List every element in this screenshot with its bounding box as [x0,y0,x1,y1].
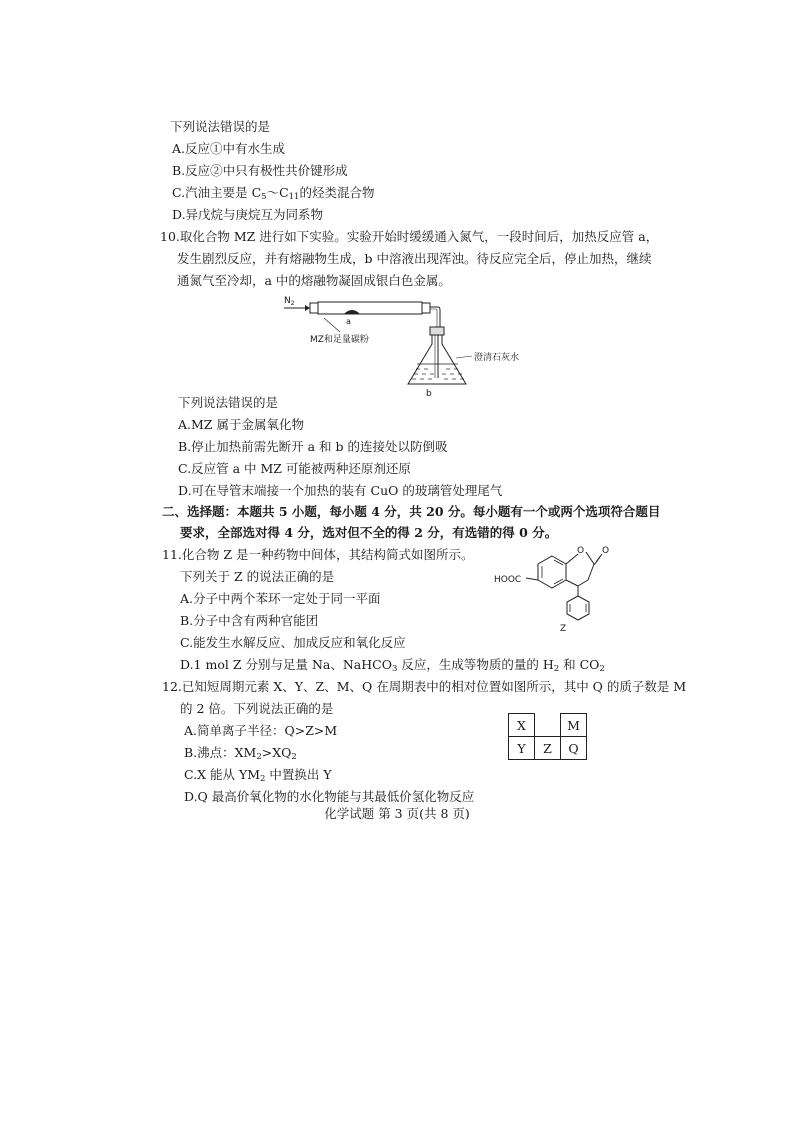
cell-m: M [561,714,587,737]
periodic-table-fragment [508,713,587,760]
left-stopper [310,303,318,313]
q10-question: 下列说法错误的是 [178,395,279,410]
q10-stem-line3: 通氮气至冷却，a 中的熔融物凝固成银白色金属。 [177,273,451,288]
mz-carbon-powder [344,310,360,314]
q12-stem-line2: 的 2 倍。下列说法正确的是 [180,701,334,716]
cell-q: Q [561,737,587,760]
cell-y: Y [509,737,535,760]
flask-stopper [430,327,444,335]
section2-heading-line2: 要求，全部选对得 4 分，选对但不全的得 2 分，有选错的得 0 分。 [180,525,558,540]
section2-heading-line1: 二、选择题：本题共 5 小题，每小题 4 分，共 20 分。每小题有一个或两个选项符合题目 [162,504,661,519]
q11-question: 下列关于 Z 的说法正确的是 [180,569,335,584]
label-mz: MZ和足量碳粉 [310,335,369,345]
apparatus-diagram [280,292,520,400]
mz-pointer-line [324,318,340,332]
compound-z-structure [490,540,630,632]
q9-stem: 下列说法错误的是 [170,119,271,134]
q9-option-a: A.反应①中有水生成 [172,141,286,156]
connecting-tube [430,307,440,327]
q11-option-c: C.能发生水解反应、加成反应和氧化反应 [180,635,406,650]
n2-label: $N_2$ [284,296,295,307]
q9-option-d: D.异戊烷与庚烷互为同系物 [172,207,324,222]
carboxyl-group: HOOC [494,575,522,585]
reaction-tube-a [318,302,422,314]
limewater-pointer [456,356,472,358]
q11-option-a: A.分子中两个苯环一定处于同一平面 [180,591,381,606]
cell-z: Z [535,737,561,760]
q9-option-c: C.汽油主要是 $C_5\sim C_{11}$的烃类混合物 [172,185,375,202]
cell-x: X [509,714,535,737]
q11-option-d: D.1 mol Z 分别与足量 Na、NaHCO$_3$ 反应，生成等物质的量的 $H_2$ 和 $CO_2$ [180,657,605,674]
right-stopper [422,303,430,313]
label-b: b [426,389,432,399]
q11-stem: 11.化合物 Z 是一种药物中间体，其结构简式如图所示。 [162,547,474,562]
n2-arrow-icon [305,305,310,311]
ring-oxygen: O [577,546,585,556]
page-footer: 化学试题 第 3 页(共 8 页) [324,806,470,821]
q12-option-c: C.X 能从 $YM_2$ 中置换出 Y [184,767,332,784]
carbonyl-oxygen: O [602,546,610,556]
q12-option-a: A.简单离子半径：Q>Z>M [184,723,338,738]
q10-stem-line2: 发生剧烈反应，并有熔融物生成，b 中溶液出现浑浊。待反应完全后，停止加热，继续 [177,251,652,266]
q12-stem-line1: 12.已知短周期元素 X、Y、Z、M、Q 在周期表中的相对位置如图所示，其中 Q 的质子数是 M [162,679,687,694]
q9-option-b: B.反应②中只有极性共价键形成 [172,163,348,178]
q10-stem-line1: 10.取化合物 MZ 进行如下实验。实验开始时缓缓通入氮气，一段时间后，加热反应管 a， [160,229,659,244]
label-limewater: 澄清石灰水 [474,353,520,363]
q10-option-d: D.可在导管末端接一个加热的装有 CuO 的玻璃管处理尾气 [178,483,503,498]
q10-option-a: A.MZ 属于金属氧化物 [178,417,304,432]
cell-empty [535,714,561,737]
conical-flask-b [408,335,466,384]
q10-option-c: C.反应管 a 中 MZ 可能被两种还原剂还原 [178,461,411,476]
compound-label-z: Z [560,624,567,632]
label-a: a [346,317,351,326]
q10-option-b: B.停止加热前需先断开 a 和 b 的连接处以防倒吸 [178,439,448,454]
q12-option-b: B.沸点：$XM_2>XQ_2$ [184,745,297,762]
q11-option-b: B.分子中含有两种官能团 [180,613,319,628]
q12-option-d: D.Q 最高价氧化物的水化物能与其最低价氢化物反应 [184,789,475,804]
